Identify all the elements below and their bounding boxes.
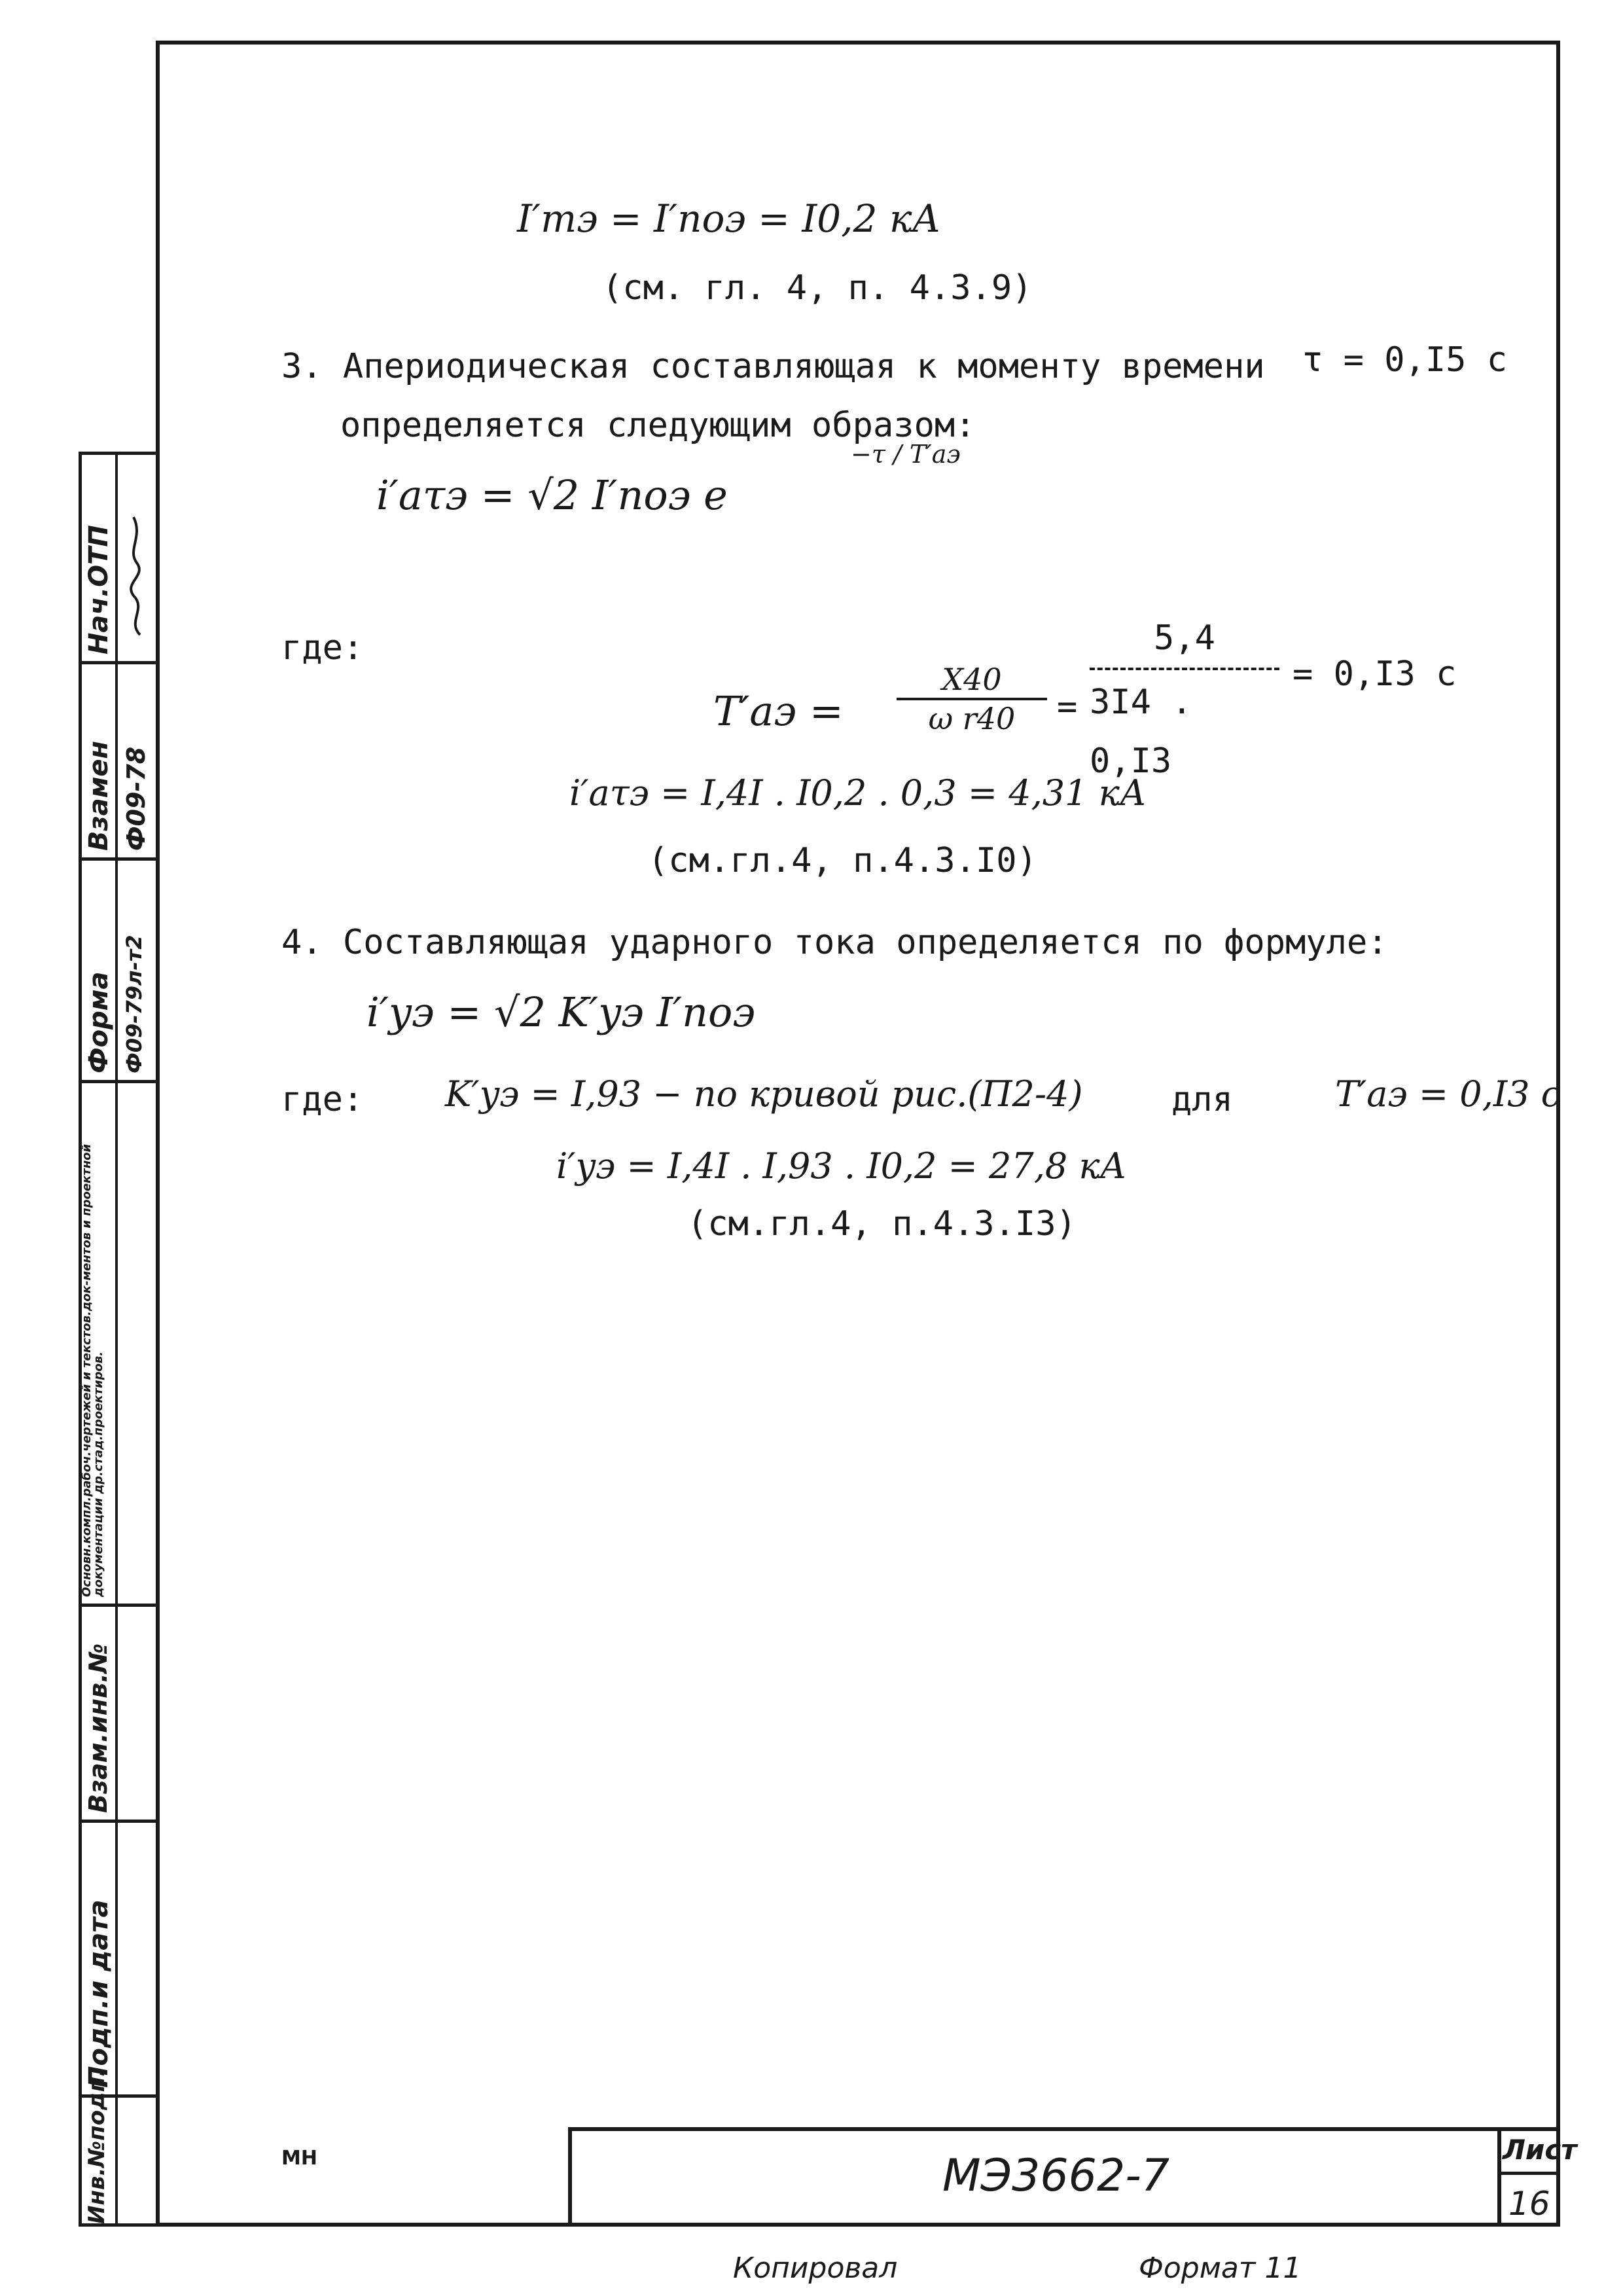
side-separator: [79, 661, 156, 664]
ky-for-label: для: [1171, 1080, 1233, 1119]
side-separator: [79, 857, 156, 861]
side-value-replaced: Ф09-78: [122, 746, 151, 851]
side-header-replaced: Взамен: [84, 740, 114, 851]
sheet-number: 16: [1508, 2185, 1550, 2223]
title-block-divider: [1497, 2172, 1560, 2175]
ta-denominator: 3I4 . 0,I3: [1090, 683, 1192, 781]
ta-hand-denominator: ω r40: [928, 701, 1016, 736]
equals-sign: =: [1057, 687, 1078, 726]
signature-mark: [120, 511, 153, 641]
side-header-sign-date: Подп.и дата: [84, 1899, 114, 2088]
ta-hand-numerator: X40: [942, 662, 1002, 697]
ta-numerator: 5,4: [1154, 619, 1215, 658]
side-header-basic-set: Основн.компл.рабоч.чертежей и текстов.док-ментов и проектной документации др.стад.проектиров.: [80, 1143, 105, 1597]
ky-coefficient: K′yэ = I,93 − по кривой рис.(П2-4): [445, 1073, 1083, 1115]
item-3-text: 3. Апериодическая составляющая к моменту времени: [281, 347, 1265, 386]
ky-ta-value: T′aэ = 0,I3 с: [1335, 1073, 1561, 1115]
copied-by-label: Копировал: [733, 2251, 898, 2285]
reference-section-4-3-13: (см.гл.4, п.4.3.I3): [687, 1204, 1077, 1244]
side-header-inv-replaced: Взам.инв.№: [84, 1643, 113, 1813]
reference-section-4-3-10: (см.гл.4, п.4.3.I0): [648, 841, 1037, 880]
aperiodic-calculation: i′aτэ = I,4I . I0,2 . 0,3 = 4,31 кА: [569, 772, 1147, 814]
title-block-divider: [1497, 2127, 1501, 2227]
ta-numeric-fraction: [1090, 609, 1279, 791]
formula-im-equals-inpo: I′mэ = I′поэ = I0,2 кА: [517, 196, 941, 241]
formula-aperiodic-current: i′aτэ = √2 I′поэ e: [376, 471, 728, 519]
side-header-form: Форма: [84, 971, 114, 1073]
where-label: где:: [281, 628, 364, 668]
document-number: МЭ3662-7: [942, 2150, 1170, 2202]
ta-hand-fraction: [897, 661, 1047, 737]
ta-result: = 0,I3 с: [1293, 655, 1457, 694]
formula-surge-current: i′yэ = √2 K′yэ I′поэ: [366, 988, 756, 1036]
side-header-head-otp: Нач.ОТП: [84, 525, 114, 655]
fraction-bar: [1090, 668, 1279, 673]
item-3-continuation: определяется следующим образом:: [340, 406, 976, 445]
sheet-label: Лист: [1503, 2134, 1577, 2166]
stamp-mark: МН: [281, 2147, 317, 2170]
where-label: где:: [281, 1080, 364, 1119]
side-value-form: Ф09-79л-т2: [122, 935, 147, 1073]
side-separator: [79, 1604, 156, 1607]
formula-exponent: −τ / T′aэ: [851, 440, 961, 469]
side-stamp-divider: [115, 452, 118, 2227]
ta-left-hand: T′aэ =: [713, 687, 844, 735]
surge-calculation: i′yэ = I,4I . I,93 . I0,2 = 27,8 кА: [556, 1145, 1127, 1187]
item-4-text: 4. Составляющая ударного тока определяется по формуле:: [281, 923, 1388, 962]
side-header-inv-sign: Инв.№подп.: [84, 2068, 110, 2224]
format-label: Формат 11: [1139, 2251, 1302, 2285]
item-3-tau-value: τ = 0,I5 с: [1302, 340, 1508, 380]
side-separator: [79, 1080, 156, 1083]
side-separator: [79, 1820, 156, 1823]
reference-section-4-3-9: (см. гл. 4, п. 4.3.9): [602, 268, 1033, 308]
